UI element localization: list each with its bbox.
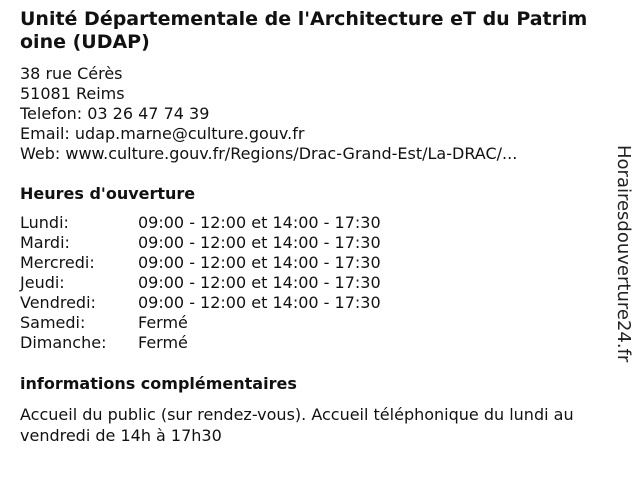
- info-heading: informations complémentaires: [20, 374, 297, 393]
- hours-row-sunday: [20, 333, 381, 353]
- opening-hours-table: [20, 213, 381, 353]
- day-label: Dimanche:: [20, 333, 107, 352]
- hours-row-friday: [20, 293, 381, 313]
- hours-heading: Heures d'ouverture: [20, 184, 196, 203]
- time-value: Fermé: [138, 313, 188, 332]
- city-postal-code: 51081 Reims: [20, 84, 125, 103]
- day-label: Lundi:: [20, 213, 69, 232]
- day-label: Mardi:: [20, 233, 70, 252]
- time-value: 09:00 - 12:00 et 14:00 - 17:30: [138, 293, 381, 312]
- hours-row-monday: [20, 213, 381, 233]
- hours-row-thursday: [20, 273, 381, 293]
- day-label: Jeudi:: [20, 273, 65, 292]
- hours-row-wednesday: [20, 253, 381, 273]
- hours-row-saturday: [20, 313, 381, 333]
- watermark-text: Horairesdouverture24.fr: [613, 145, 634, 363]
- time-value: 09:00 - 12:00 et 14:00 - 17:30: [138, 233, 381, 252]
- day-label: Mercredi:: [20, 253, 95, 272]
- day-label: Samedi:: [20, 313, 86, 332]
- time-value: Fermé: [138, 333, 188, 352]
- address-block: [20, 64, 517, 164]
- day-label: Vendredi:: [20, 293, 96, 312]
- hours-row-tuesday: [20, 233, 381, 253]
- time-value: 09:00 - 12:00 et 14:00 - 17:30: [138, 213, 381, 232]
- page-title: Unité Départementale de l'Architecture eT du Patrimoine (UDAP): [20, 8, 588, 53]
- phone-number: Telefon: 03 26 47 74 39: [20, 104, 210, 123]
- time-value: 09:00 - 12:00 et 14:00 - 17:30: [138, 253, 381, 272]
- website-url: Web: www.culture.gouv.fr/Regions/Drac-Grand-Est/La-DRAC/...: [20, 144, 518, 163]
- time-value: 09:00 - 12:00 et 14:00 - 17:30: [138, 273, 381, 292]
- street-address: 38 rue Cérès: [20, 64, 123, 83]
- email-address: Email: udap.marne@culture.gouv.fr: [20, 124, 305, 143]
- info-text: Accueil du public (sur rendez-vous). Accueil téléphonique du lundi au vendredi de 14h à 17h30: [20, 405, 574, 445]
- watermark: [610, 136, 636, 372]
